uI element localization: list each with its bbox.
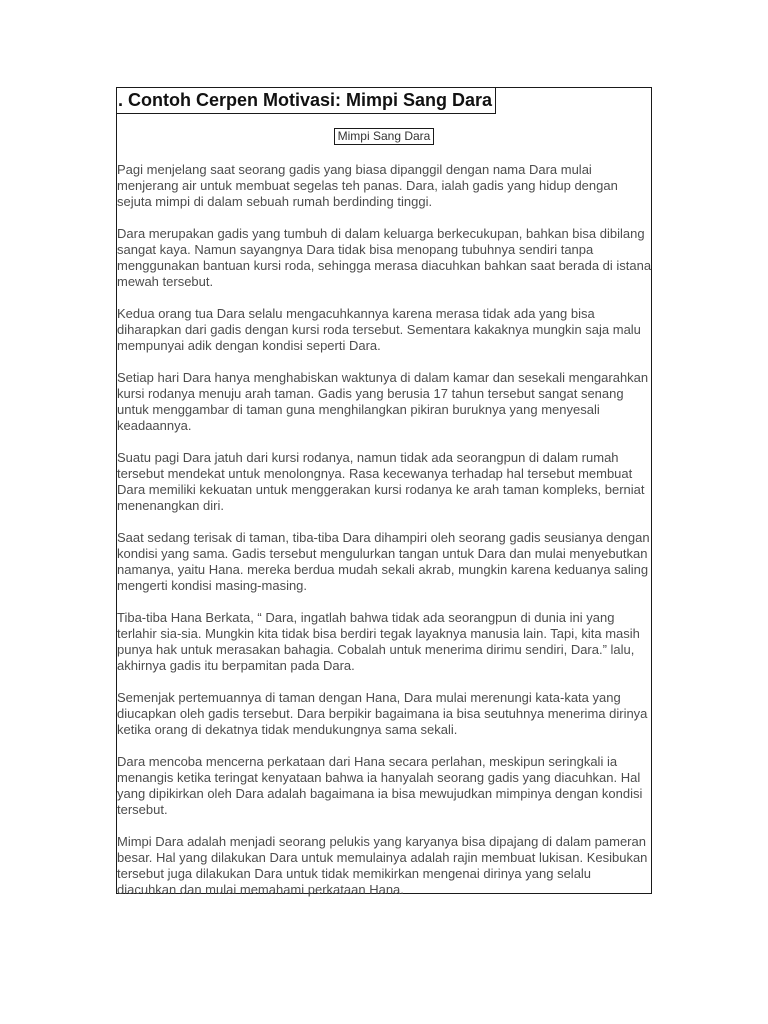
paragraph: Saat sedang terisak di taman, tiba-tiba Dara dihampiri oleh seorang gadis seusianya dengan kondisi yang sama. Gadis tersebut mengulurkan tangan untuk Dara dan mulai menyebutkan namanya, yaitu Hana. mereka berdua mudah sekali akrab, mungkin karena keduanya saling mengerti kondisi masing-masing. (117, 530, 650, 593)
paragraph: Semenjak pertemuannya di taman dengan Hana, Dara mulai merenungi kata-kata yang diucapkan oleh gadis tersebut. Dara berpikir bagaimana ia bisa seutuhnya menerima dirinya ketika orang di dekatnya tidak mendukungnya sama sekali. (117, 690, 648, 737)
paragraph: Tiba-tiba Hana Berkata, “ Dara, ingatlah bahwa tidak ada seorangpun di dunia ini yang terlahir sia-sia. Mungkin kita tidak bisa berdiri tegak layaknya manusia lain. Tapi, kita masih punya hak untuk merasakan bahagia. Cobalah untuk menerima dirimu sendiri, Dara.” lalu, akhirnya gadis itu berpamitan pada Dara. (117, 610, 640, 673)
paragraph: Dara mencoba mencerna perkataan dari Hana secara perlahan, meskipun seringkali ia menangis ketika teringat kenyataan bahwa ia hanyalah seorang gadis yang diacuhkan. Hal yang dipikirkan oleh Dara adalah bagaimana ia bisa mewujudkan mimpinya dengan kondisi tersebut. (117, 754, 643, 817)
story-subtitle: Mimpi Sang Dara (334, 128, 435, 145)
paragraph: Mimpi Dara adalah menjadi seorang pelukis yang karyanya bisa dipajang di dalam pameran besar. Hal yang dilakukan Dara untuk memulainya adalah rajin membuat lukisan. Kesibukan tersebut juga dilakukan Dara untuk tidak memikirkan mengenai dirinya yang selalu diacuhkan dan mulai memahami perkataan Hana. (117, 834, 648, 897)
document-title: . Contoh Cerpen Motivasi: Mimpi Sang Dara (116, 87, 496, 114)
paragraph: Kedua orang tua Dara selalu mengacuhkannya karena merasa tidak ada yang bisa diharapkan dari gadis dengan kursi roda tersebut. Sementara kakaknya mungkin saja malu mempunyai adik dengan kondisi seperti Dara. (117, 306, 641, 353)
document-page (116, 87, 652, 897)
paragraph: Dara merupakan gadis yang tumbuh di dalam keluarga berkecukupan, bahkan bisa dibilang sangat kaya. Namun sayangnya Dara tidak bisa menopang tubuhnya sendiri tanpa menggunakan bantuan kursi roda, sehingga merasa diacuhkan bahkan saat berada di istana mewah tersebut. (117, 226, 652, 289)
story-body (117, 162, 653, 914)
subtitle-container (117, 127, 651, 145)
paragraph: Suatu pagi Dara jatuh dari kursi rodanya, namun tidak ada seorangpun di dalam rumah tersebut mendekat untuk menolongnya. Rasa kecewanya terhadap hal tersebut membuat Dara memiliki kekuatan untuk menggerakan kursi rodanya ke arah taman kompleks, berniat menenangkan diri. (117, 450, 645, 513)
paragraph: Setiap hari Dara hanya menghabiskan waktunya di dalam kamar dan sesekali mengarahkan kursi rodanya menuju arah taman. Gadis yang berusia 17 tahun tersebut sangat senang untuk menggambar di taman guna menghilangkan pikiran buruknya yang menyesali keadaannya. (117, 370, 649, 433)
paragraph: Pagi menjelang saat seorang gadis yang biasa dipanggil dengan nama Dara mulai menjerang air untuk membuat segelas teh panas. Dara, ialah gadis yang hidup dengan sejuta mimpi di dalam sebuah rumah berdinding tinggi. (117, 162, 618, 209)
